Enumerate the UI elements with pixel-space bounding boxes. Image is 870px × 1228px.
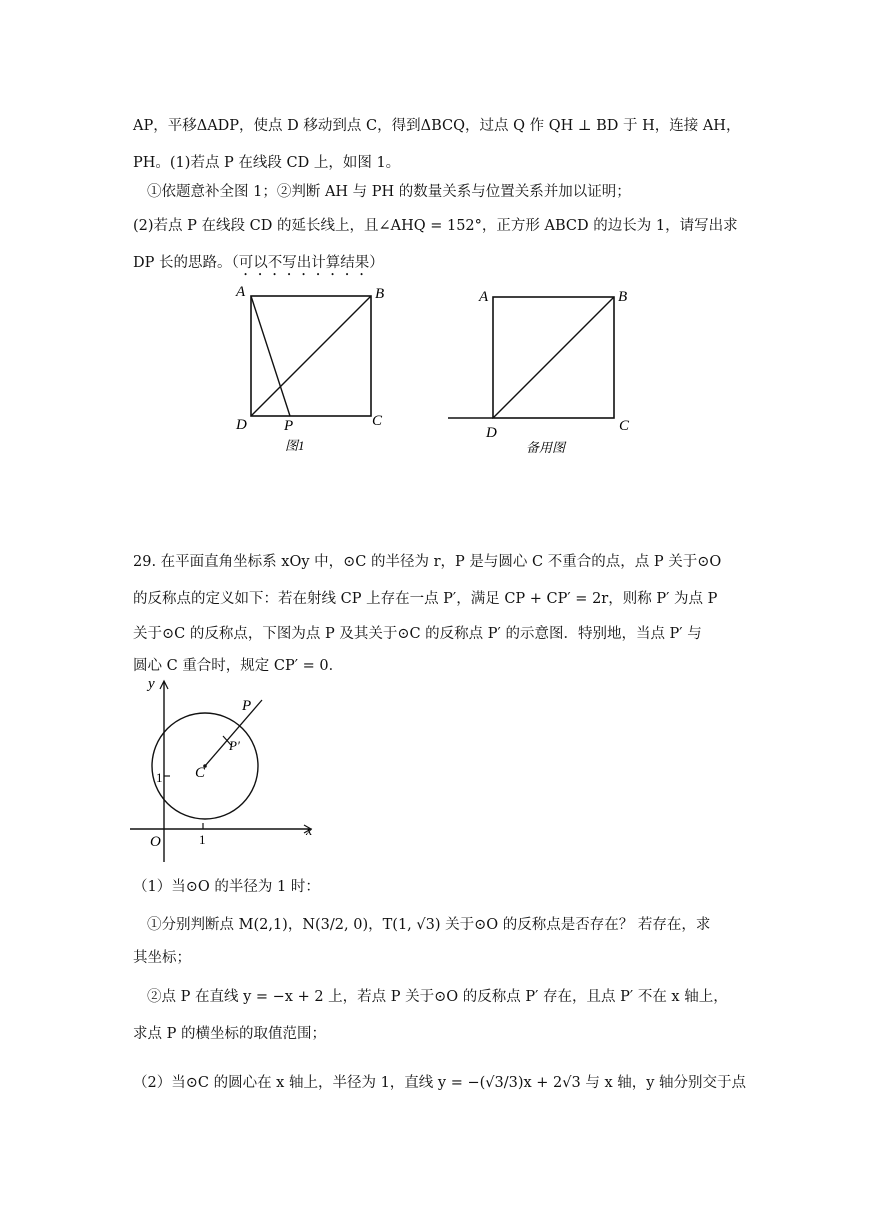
p28-line4: (2)若点 P 在线段 CD 的延长线上，且∠AHQ = 152°，正方形 ABCD 的边长为 1，请写出求 [133,218,738,234]
p28-line5-start: DP 长的思路。（ [133,255,239,271]
diagonal-bd [251,296,371,416]
segment-ap [251,296,290,416]
label-y: y [148,676,155,692]
p29-line3: 关于⊙C 的反称点，下图为点 P 及其关于⊙C 的反称点 P′ 的示意图．特别地，当点 P′ 与 [133,626,702,642]
q1-line2: ①分别判断点 M(2,1)，N(3/2, 0)，T(1, √3) 关于⊙O 的反称点是否存在？ 若存在，求 [147,917,711,933]
label-B-backup: B [618,289,628,305]
q2-line1: （2）当⊙C 的圆心在 x 轴上，半径为 1，直线 y = −(√3/3)x + 2√3 与 x 轴，y 轴分别交于点 [133,1075,747,1091]
label-C: C [195,765,206,781]
label-C: C [372,413,383,429]
label-D-backup: D [486,425,497,441]
diagonal-bd-backup [493,297,614,418]
p29-line4: 圆心 C 重合时，规定 CP′ = 0． [133,658,344,674]
label-A: A [236,284,246,300]
q1-line4: ②点 P 在直线 y = −x + 2 上，若点 P 关于⊙O 的反称点 P′ 存在，且点 P′ 不在 x 轴上， [147,989,728,1005]
p28-line5-emphasis: 可以不写出计算结果 [238,255,370,271]
figure-1-caption: 图1 [285,438,305,453]
figure-backup-caption: 备用图 [526,440,566,455]
p28-line2: PH。(1)若点 P 在线段 CD 上，如图 1。 [133,155,401,171]
label-B: B [375,286,385,302]
q1-line5: 求点 P 的横坐标的取值范围； [133,1026,326,1042]
p28-line5-end: ） [369,255,384,271]
ray-cp [205,700,262,766]
q1-line3: 其坐标； [133,950,191,966]
label-P-prime: P′ [229,738,240,753]
figure-coordinate [128,672,328,871]
label-P: P [284,418,294,434]
figure-backup [446,282,646,466]
p29-line2: 的反称点的定义如下：若在射线 CP 上存在一点 P′，满足 CP + CP′ = 2r，则称 P′ 为点 P [133,591,718,607]
label-x-one: 1 [199,832,206,847]
p28-line1: AP，平移ΔADP，使点 D 移动到点 C，得到ΔBCQ，过点 Q 作 QH ⊥ BD 于 H，连接 AH， [133,118,741,134]
q1-line1: （1）当⊙O 的半径为 1 时： [133,879,320,895]
label-O: O [150,834,161,850]
p29-line1: 29. 在平面直角坐标系 xOy 中，⊙C 的半径为 r，P 是与圆心 C 不重合的点，点 P 关于⊙O [133,554,722,570]
label-y-one: 1 [156,770,163,785]
label-A-backup: A [479,289,489,305]
p28-line5 [133,252,743,279]
label-C-backup: C [619,418,630,434]
label-D: D [236,417,247,433]
label-P: P [242,698,252,714]
label-x: x [306,824,313,839]
p28-line3: ①依题意补全图 1；②判断 AH 与 PH 的数量关系与位置关系并加以证明； [147,184,631,200]
figure-1 [228,282,398,466]
